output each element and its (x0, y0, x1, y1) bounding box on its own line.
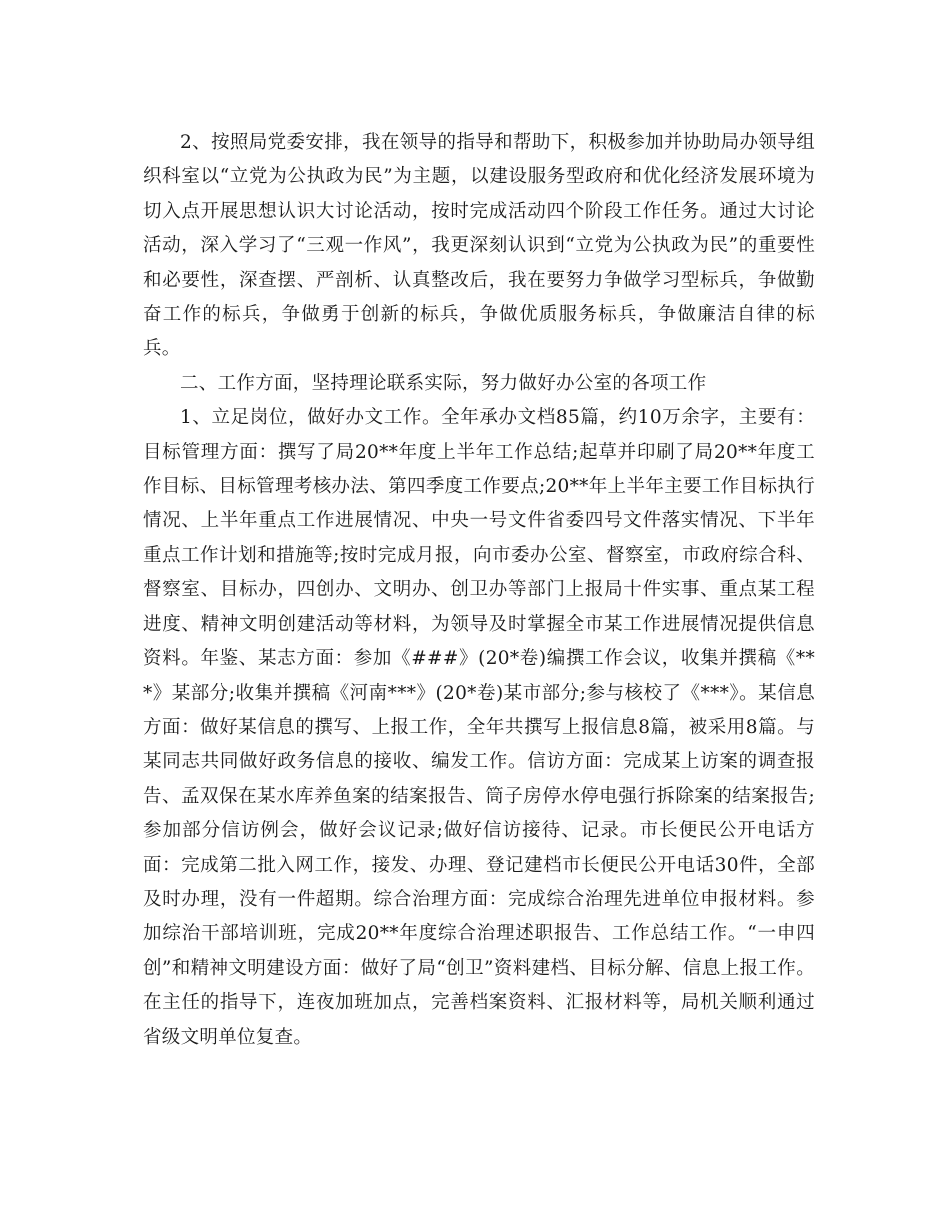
paragraph-document-work: 1、立足岗位，做好办文工作。全年承办文档85篇，约10万余字，主要有：目标管理方面：撰写了局20**年度上半年工作总结;起草并印刷了局20**年度工作目标、目标管理考核办法、第四季度工作要点;20**年上半年主要工作目标执行情况、上半年重点工作进展情况、中央一号文件省委四号文件落实情况、下半年重点工作计划和措施等;按时完成月报，向市委办公室、督察室，市政府综合科、督察室、目标办，四创办、文明办、创卫办等部门上报局十件实事、重点某工程进度、精神文明创建活动等材料，为领导及时掌握全市某工作进展情况提供信息资料。年鉴、某志方面：参加《###》(20*卷)编撰工作会议，收集并撰稿《***》某部分;收集并撰稿《河南***》(20*卷)某市部分;参与核校了《***》。某信息方面：做好某信息的撰写、上报工作，全年共撰写上报信息8篇，被采用8篇。与某同志共同做好政务信息的接收、编发工作。信访方面：完成某上访案的调查报告、孟双保在某水库养鱼案的结案报告、筒子房停水停电强行拆除案的结案报告;参加部分信访例会，做好会议记录;做好信访接待、记录。市长便民公开电话方面：完成第二批入网工作，接发、办理、登记建档市长便民公开电话30件，全部及时办理，没有一件超期。综合治理方面：完成综合治理先进单位申报材料。参加综治干部培训班，完成20**年度综合治理述职报告、工作总结工作。“一申四创”和精神文明建设方面：做好了局“创卫”资料建档、目标分解、信息上报工作。在主任的指导下，连夜加班加点，完善档案资料、汇报材料等，局机关顺利通过省级文明单位复查。 (143, 407, 815, 1048)
document-body (143, 126, 815, 1055)
section-heading-work: 二、工作方面，坚持理论联系实际，努力做好办公室的各项工作 (180, 372, 707, 394)
paragraph-party-committee-activity: 2、按照局党委安排，我在领导的指导和帮助下，积极参加并协助局办领导组织科室以“立党为公执政为民”为主题，以建设服务型政府和优化经济发展环境为切入点开展思想认识大讨论活动，按时完成活动四个阶段工作任务。通过大讨论活动，深入学习了“三观一作风”，我更深刻认识到“立党为公执政为民”的重要性和必要性，深查摆、严剖析、认真整改后，我在要努力争做学习型标兵，争做勤奋工作的标兵，争做勇于创新的标兵，争做优质服务标兵，争做廉洁自律的标兵。 (143, 132, 815, 360)
